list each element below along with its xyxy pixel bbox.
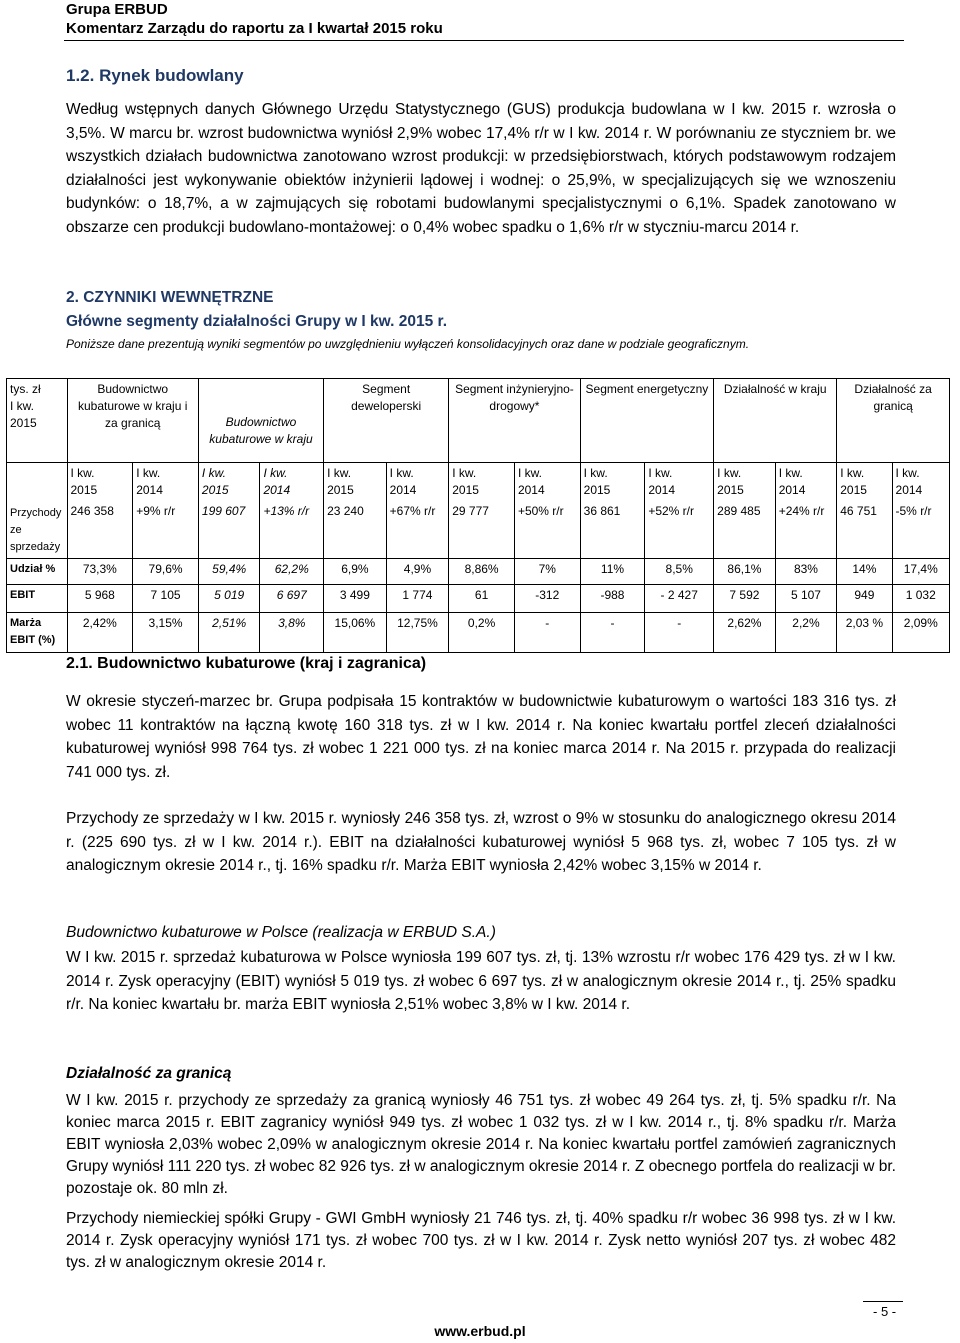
share-cell: 11%: [580, 559, 645, 585]
share-cell: 62,2%: [260, 559, 324, 585]
header-kubaturowe-kraj: Budownictwo kubaturowe w kraju: [198, 379, 323, 463]
table-row-ebit: [7, 585, 950, 613]
period-header-year: 2015: [327, 483, 354, 497]
revenue-value: 29 777: [452, 504, 489, 518]
margin-cell: 2,42%: [67, 613, 133, 653]
share-cell: 83%: [775, 559, 837, 585]
ebit-cell: -988: [580, 585, 645, 613]
period-header-quarter: I kw.: [583, 466, 608, 480]
report-title: Komentarz Zarządu do raportu za I kwartał 2015 roku: [66, 20, 443, 37]
period-header-quarter: I kw.: [840, 466, 865, 480]
period-year: 2015: [10, 416, 37, 430]
ebit-cell: -312: [514, 585, 580, 613]
margin-cell: 2,51%: [198, 613, 260, 653]
share-cell: 73,3%: [67, 559, 133, 585]
header-kubaturowe-total: Budownictwo kubaturowe w kraju i za granicą: [67, 379, 198, 463]
section-2-note: Poniższe dane prezentują wyniki segmentów po uwzględnieniu wyłączeń konsolidacyjnych oraz dane w podziale geograficznym.: [66, 337, 750, 351]
table-header-row: [7, 379, 950, 463]
revenue-value: +50% r/r: [517, 504, 564, 518]
margin-cell: 3,8%: [260, 613, 324, 653]
revenue-value: -5% r/r: [895, 504, 932, 518]
margin-cell: 2,62%: [714, 613, 776, 653]
revenue-value: 246 358: [70, 504, 114, 518]
section-2-1-title: 2.1. Budownictwo kubaturowe (kraj i zagranica): [66, 655, 427, 672]
period-header-quarter: I kw.: [70, 466, 95, 480]
period-header-year: 2015: [583, 483, 611, 497]
period-header-quarter: I kw.: [452, 466, 477, 480]
header-energetyczny: Segment energetyczny: [580, 379, 714, 463]
revenue-cell: [580, 463, 645, 559]
period-header-year: 2014: [389, 483, 417, 497]
poland-subsection-title: Budownictwo kubaturowe w Polsce (realizacja w ERBUD S.A.): [66, 924, 496, 941]
revenue-value: 199 607: [201, 504, 246, 518]
ebit-cell: 1 774: [386, 585, 449, 613]
share-cell: 79,6%: [133, 559, 199, 585]
period-header-quarter: I kw.: [717, 466, 742, 480]
revenue-value: 289 485: [717, 504, 761, 518]
revenue-value: 23 240: [327, 504, 364, 518]
table-row-revenue: [7, 463, 950, 559]
period-header-quarter: I kw.: [136, 466, 161, 480]
row-label-ebit: EBIT: [7, 585, 68, 613]
revenue-value: +13% r/r: [263, 504, 310, 518]
section-2-1-paragraph-5: Przychody niemieckiej spółki Grupy - GWI GmbH wyniosły 21 746 tys. zł, tj. 40% spadku r/r wobec 36 998 tys. zł w I kw. 2014 r. Zysk operacyjny wyniósł 171 tys. zł wobec 700 tys. zł w I kw. 2014 r. Zysk netto wyniósł 207 tys. zł wobec 482 tys. zł w analogicznym okresie 2014 r.: [66, 1210, 896, 1271]
period-header-quarter: I kw.: [389, 466, 414, 480]
section-2-1-paragraph-3: W I kw. 2015 r. sprzedaż kubaturowa w Polsce wyniosła 199 607 tys. zł, tj. 13% wzrostu r/r wobec 176 429 tys. zł w I kw. 2014 r. Zysk operacyjny (EBIT) wyniósł 5 019 tys. zł wobec 6 697 tys. zł w analogicznym okresie 2014 r., tj. 25% spadku r/r. Na koniec kwartału br. marża EBIT wyniosła 2,51% wobec 3,8% w I kw. 2014 r.: [66, 949, 896, 1014]
revenue-cell: [386, 463, 449, 559]
section-2-1-paragraph-1: W okresie styczeń-marzec br. Grupa podpisała 15 kontraktów w budownictwie kubaturowym o wartości 183 316 tys. zł wobec 11 kontraktów na łączną kwotę 160 318 tys. zł w I kw. 2014 r. Na koniec kwartału portfel zleceń działalności kubaturowej wyniósł 998 764 tys. zł wobec 1 221 000 tys. zł na koniec marca 2014 r. Na 2015 r. przypada do realizacji 741 000 tys. zł.: [66, 693, 896, 781]
revenue-value: 36 861: [583, 504, 621, 518]
share-cell: 4,9%: [386, 559, 449, 585]
revenue-value: +67% r/r: [389, 504, 436, 518]
revenue-cell: [198, 463, 260, 559]
revenue-cell: [324, 463, 387, 559]
share-cell: 86,1%: [714, 559, 776, 585]
footer-divider: [863, 1301, 903, 1302]
margin-cell: -: [645, 613, 714, 653]
period-header-quarter: I kw.: [648, 466, 673, 480]
margin-cell: 0,2%: [449, 613, 515, 653]
row-label-margin: Marża EBIT (%): [7, 613, 68, 653]
period-header-quarter: I kw.: [201, 466, 226, 480]
revenue-cell: [775, 463, 837, 559]
ebit-cell: 7 592: [714, 585, 776, 613]
ebit-cell: 5 019: [198, 585, 260, 613]
ebit-cell: 5 107: [775, 585, 837, 613]
row-label-revenue: Przychody ze sprzedaży: [7, 463, 68, 559]
period-header-quarter: I kw.: [263, 466, 288, 480]
period-header-quarter: I kw.: [517, 466, 542, 480]
share-cell: 14%: [837, 559, 892, 585]
corner-cell: [7, 379, 68, 463]
section-2-title: 2. CZYNNIKI WEWNĘTRZNE: [66, 289, 274, 306]
header-divider: [64, 40, 904, 41]
ebit-cell: 61: [449, 585, 515, 613]
period-header-quarter: I kw.: [895, 466, 920, 480]
margin-cell: 2,03 %: [837, 613, 892, 653]
share-cell: 8,86%: [449, 559, 515, 585]
revenue-cell: [645, 463, 714, 559]
ebit-cell: 6 697: [260, 585, 324, 613]
revenue-value: +24% r/r: [778, 504, 825, 518]
header-dzialalnosc-granica: Działalność za granicą: [837, 379, 950, 463]
revenue-value: +52% r/r: [648, 504, 694, 518]
period-header-year: 2015: [452, 483, 479, 497]
header-inzynieryjno-drogowy: Segment inżynieryjno-drogowy*: [449, 379, 580, 463]
ebit-cell: 1 032: [892, 585, 949, 613]
ebit-cell: 7 105: [133, 585, 199, 613]
table-row-margin: [7, 613, 950, 653]
period-label: I kw.: [10, 399, 35, 413]
page-number: - 5 -: [873, 1304, 897, 1319]
document-header: [66, 0, 443, 38]
period-header-year: 2015: [201, 483, 229, 497]
section-1-2-paragraph: Według wstępnych danych Głównego Urzędu Statystycznego (GUS) produkcja budowlana w I kw. 2015 r. wzrosła o 3,5%. W marcu br. wzrost budownictwa wyniósł 2,9% wobec 17,4% r/r w I kw. 2014 r. W porównaniu ze styczniem br. we wszystkich działach budownictwa zanotowano wzrost produkcji: w przedsiębiorstwach, których podstawowym rodzajem działalności jest wykonywanie obiektów inżynierii lądowej i wodnej: o 25,9%, w specjalizujących się we wznoszeniu budynków: o 18,7%, a w zajmujących się robotami budowlanymi specjalistycznymi o 6,1%. Spadek zanotowano w obszarze cen produkcji budowlano-montażowej: o 0,4% wobec spadku o 1,6% r/r w styczniu-marcu 2014 r.: [66, 101, 896, 236]
company-name: Grupa ERBUD: [66, 1, 168, 18]
section-2-1-paragraph-2: Przychody ze sprzedaży w I kw. 2015 r. wyniosły 246 358 tys. zł, wzrost o 9% w stosunku do analogicznego okresu 2014 r. (225 690 tys. zł w I kw. 2014 r.). EBIT na działalności kubaturowej wyniósł 5 968 tys. zł, wobec 7 105 tys. zł w analogicznym okresie 2014 r., tj. 16% spadku r/r. Marża EBIT wyniosła 2,42% wobec 3,15% w 2014 r.: [66, 810, 896, 875]
revenue-value: +9% r/r: [136, 504, 176, 518]
period-header-year: 2014: [263, 483, 291, 497]
margin-cell: 12,75%: [386, 613, 449, 653]
ebit-cell: 3 499: [324, 585, 387, 613]
period-header-year: 2014: [517, 483, 545, 497]
share-cell: 7%: [514, 559, 580, 585]
margin-cell: -: [514, 613, 580, 653]
ebit-cell: - 2 427: [645, 585, 714, 613]
share-cell: 17,4%: [892, 559, 949, 585]
margin-cell: 15,06%: [324, 613, 387, 653]
segments-table: [6, 378, 950, 653]
revenue-cell: [133, 463, 199, 559]
unit-label: tys. zł: [10, 382, 41, 396]
revenue-cell: [837, 463, 892, 559]
period-header-year: 2015: [840, 483, 867, 497]
revenue-cell: [714, 463, 776, 559]
ebit-cell: 949: [837, 585, 892, 613]
period-header-year: 2014: [136, 483, 163, 497]
section-2-1-paragraph-4: W I kw. 2015 r. przychody ze sprzedaży za granicą wyniosły 46 751 tys. zł wobec 49 264 tys. zł, tj. 5% spadku r/r. Na koniec marca 2015 r. EBIT zagranicy wyniósł 949 tys. zł wobec 1 032 tys. zł w I kw. 2014 r., tj. 8% spadku r/r. Marża EBIT wyniosła 2,03% wobec 2,09% w analogicznym okresie 2014 r. Na koniec kwartału portfel zamówień zagranicznych Grupy wyniósł 111 220 tys. zł wobec 82 926 tys. zł w analogicznym okresie 2014 r. Z obecnego portfela do realizacji w br. pozostaje ok. 80 mln zł.: [66, 1092, 896, 1197]
header-deweloperski: Segment deweloperski: [324, 379, 449, 463]
section-1-2-title: 1.2. Rynek budowlany: [66, 66, 244, 85]
row-label-share: Udział %: [7, 559, 68, 585]
revenue-cell: [449, 463, 515, 559]
header-dzialalnosc-kraj: Działalność w kraju: [714, 379, 837, 463]
share-cell: 8,5%: [645, 559, 714, 585]
revenue-value: 46 751: [840, 504, 877, 518]
margin-cell: 2,09%: [892, 613, 949, 653]
ebit-cell: 5 968: [67, 585, 133, 613]
share-cell: 6,9%: [324, 559, 387, 585]
revenue-cell: [260, 463, 324, 559]
revenue-cell: [67, 463, 133, 559]
period-header-year: 2014: [648, 483, 676, 497]
margin-cell: -: [580, 613, 645, 653]
section-2-subtitle: Główne segmenty działalności Grupy w I kw. 2015 r.: [66, 313, 448, 330]
revenue-cell: [514, 463, 580, 559]
abroad-subsection-title: Działalność za granicą: [66, 1065, 232, 1082]
period-header-year: 2014: [895, 483, 923, 497]
footer-url: www.erbud.pl: [434, 1323, 526, 1339]
margin-cell: 2,2%: [775, 613, 837, 653]
table-row-share: [7, 559, 950, 585]
period-header-year: 2014: [778, 483, 806, 497]
period-header-quarter: I kw.: [327, 466, 352, 480]
period-header-year: 2015: [70, 483, 98, 497]
period-header-year: 2015: [717, 483, 744, 497]
margin-cell: 3,15%: [133, 613, 199, 653]
share-cell: 59,4%: [198, 559, 260, 585]
revenue-cell: [892, 463, 949, 559]
period-header-quarter: I kw.: [778, 466, 803, 480]
